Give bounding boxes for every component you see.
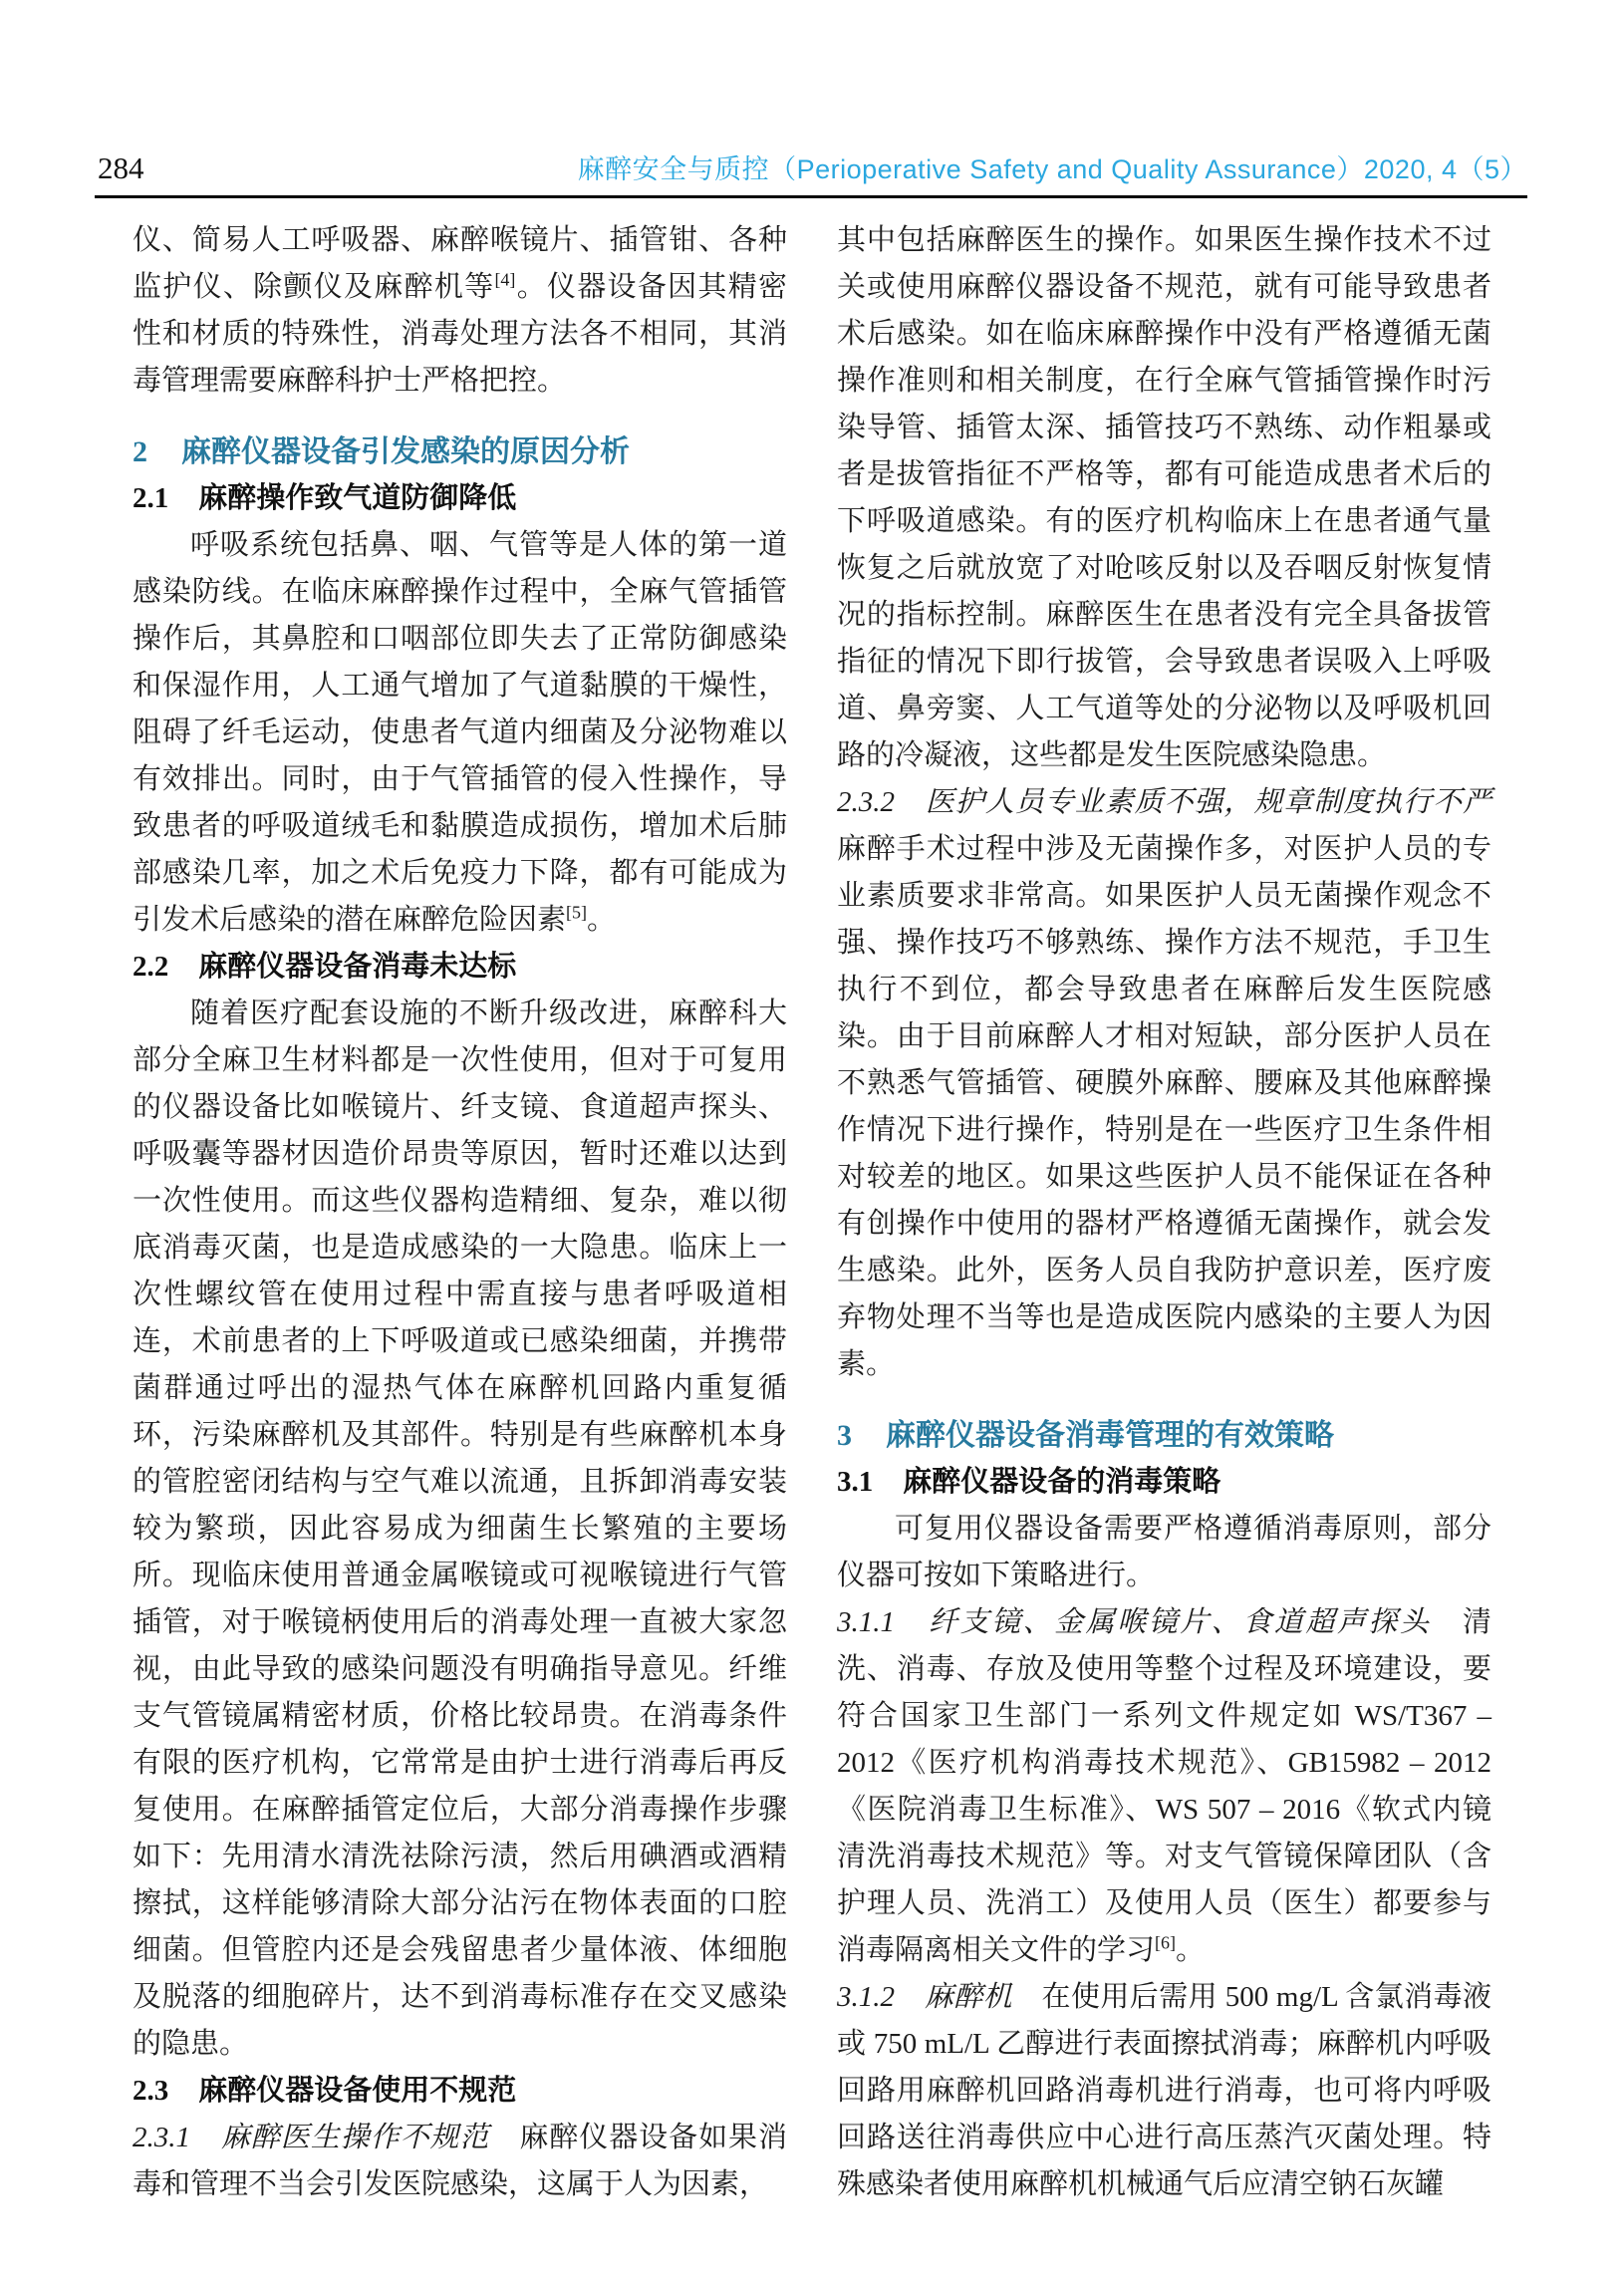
subsection-title: 麻醉仪器设备使用不规范	[198, 2075, 517, 2107]
paragraph-3-1-1	[837, 1599, 1491, 1974]
section-heading-2	[133, 428, 787, 475]
paragraph-2-2: 随着医疗配套设施的不断升级改进，麻醉科大部分全麻卫生材料都是一次性使用，但对于可复用的仪器设备比如喉镜片、纤支镜、食道超声探头、呼吸囊等器材因造价昂贵等原因，暂时还难以达到一次性使用。而这些仪器构造精细、复杂，难以彻底消毒灭菌，也是造成感染的一大隐患。临床上一次性螺纹管在使用过程中需直接与患者呼吸道相连，术前患者的上下呼吸道或已感染细菌，并携带菌群通过呼出的湿热气体在麻醉机回路内重复循环，污染麻醉机及其部件。特别是有些麻醉机本身的管腔密闭结构与空气难以流通，且拆卸消毒安装较为繁琐，因此容易成为细菌生长繁殖的主要场所。现临床使用普通金属喉镜或可视喉镜进行气管插管，对于喉镜柄使用后的消毒处理一直被大家忽视，由此导致的感染问题没有明确指导意见。纤维支气管镜属精密材质，价格比较昂贵。在消毒条件有限的医疗机构，它常常是由护士进行消毒后再反复使用。在麻醉插管定位后，大部分消毒操作步骤如下：先用清水清洗祛除污渍，然后用碘酒或酒精擦拭，这样能够清除大部分沾污在物体表面的口腔细菌。但管腔内还是会残留患者少量体液、体细胞及脱落的细胞碎片，达不到消毒标准存在交叉感染的隐患。	[133, 998, 787, 2060]
section-number: 3	[837, 1419, 852, 1452]
left-column	[133, 217, 787, 2208]
header-rule	[95, 195, 1527, 198]
run-in-heading-3-1-1: 3.1.1 纤支镜、金属喉镜片、食道超声探头	[837, 1606, 1432, 1638]
subsection-heading-2-2	[133, 944, 787, 991]
subsection-number: 2.2	[133, 951, 169, 983]
subsection-title: 麻醉仪器设备消毒未达标	[198, 951, 517, 983]
subsection-number: 3.1	[837, 1466, 874, 1498]
run-in-heading-2-3-2: 2.3.2 医护人员专业素质不强，规章制度执行不严	[837, 786, 1491, 818]
run-in-text: 麻醉仪器设备如果消毒和管理不当会引发医院感染，这属于人为因素，	[133, 2122, 787, 2200]
subsection-title: 麻醉仪器设备的消毒策略	[903, 1466, 1221, 1498]
subsection-heading-2-3	[133, 2068, 787, 2115]
section-title: 麻醉仪器设备消毒管理的有效策略	[886, 1419, 1334, 1452]
right-column	[837, 217, 1491, 2208]
subsection-number: 2.3	[133, 2075, 169, 2107]
subsection-title: 麻醉操作致气道防御降低	[198, 482, 517, 514]
run-in-text: 麻醉手术过程中涉及无菌操作多，对医护人员的专业素质要求非常高。如果医护人员无菌操作观念不强、操作技巧不够熟练、操作方法不规范，手卫生执行不到位，都会导致患者在麻醉后发生医院感染。由于目前麻醉人才相对短缺，部分医护人员在不熟悉气管插管、硬膜外麻醉、腰麻及其他麻醉操作情况下进行操作，特别是在一些医疗卫生条件相对较差的地区。如果这些医护人员不能保证在各种有创操作中使用的器材严格遵循无菌操作，就会发生感染。此外，医务人员自我防护意识差，医疗废弃物处理不当等也是造成医院内感染的主要人为因素。	[837, 833, 1491, 1380]
section-heading-3	[837, 1412, 1491, 1459]
paragraph-3-1-2	[837, 1974, 1491, 2208]
run-in-text: 清洗、消毒、存放及使用等整个过程及环境建设，要符合国家卫生部门一系列文件规定如 WS/T367 – 2012《医疗机构消毒技术规范》、GB15982 – 2012《医院消毒卫生标准》、WS 507 – 2016《软式内镜清洗消毒技术规范》等。对支气管镜保障团队（含护理人员、洗消工）及使用人员（医生）都要参与消毒隔离相关文件的学习[6]。	[837, 1606, 1491, 1966]
paragraph-2-3-1	[133, 2115, 787, 2208]
subsection-heading-2-1	[133, 475, 787, 522]
running-head	[98, 147, 1527, 186]
subsection-number: 2.1	[133, 482, 169, 514]
paragraph-continuation: 仪、简易人工呼吸器、麻醉喉镜片、插管钳、各种监护仪、除颤仪及麻醉机等[4]。仪器设备因其精密性和材质的特殊性，消毒处理方法各不相同，其消毒管理需要麻醉科护士严格把控。	[133, 224, 787, 397]
paragraph-3-1: 可复用仪器设备需要严格遵循消毒原则，部分仪器可按如下策略进行。	[837, 1513, 1491, 1591]
run-in-text: 在使用后需用 500 mg/L 含氯消毒液或 750 mL/L 乙醇进行表面擦拭消毒；麻醉机内呼吸回路用麻醉机回路消毒机进行消毒，也可将内呼吸回路送往消毒供应中心进行高压蒸汽灭菌处理。特殊感染者使用麻醉机机械通气后应清空钠石灰罐	[837, 1981, 1491, 2200]
run-in-heading-2-3-1: 2.3.1 麻醉医生操作不规范	[133, 2122, 490, 2153]
journal-title: 麻醉安全与质控（Perioperative Safety and Quality Assurance）2020, 4（5）	[577, 154, 1527, 184]
section-title: 麻醉仪器设备引发感染的原因分析	[181, 435, 630, 468]
paragraph-2-3-2	[837, 779, 1491, 1388]
paragraph-continuation: 其中包括麻醉医生的操作。如果医生操作技术不过关或使用麻醉仪器设备不规范，就有可能导致患者术后感染。如在临床麻醉操作中没有严格遵循无菌操作准则和相关制度，在行全麻气管插管操作时污染导管、插管太深、插管技巧不熟练、动作粗暴或者是拔管指征不严格等，都有可能造成患者术后的下呼吸道感染。有的医疗机构临床上在患者通气量恢复之后就放宽了对呛咳反射以及吞咽反射恢复情况的指标控制。麻醉医生在患者没有完全具备拔管指征的情况下即行拔管，会导致患者误吸入上呼吸道、鼻旁窦、人工气道等处的分泌物以及呼吸机回路的冷凝液，这些都是发生医院感染隐患。	[837, 224, 1491, 771]
page-number: 284	[98, 150, 144, 185]
subsection-heading-3-1	[837, 1459, 1491, 1506]
two-column-body	[133, 217, 1491, 2208]
paragraph-2-1: 呼吸系统包括鼻、咽、气管等是人体的第一道感染防线。在临床麻醉操作过程中，全麻气管插管操作后，其鼻腔和口咽部位即失去了正常防御感染和保湿作用，人工通气增加了气道黏膜的干燥性，阻碍了纤毛运动，使患者气道内细菌及分泌物难以有效排出。同时，由于气管插管的侵入性操作，导致患者的呼吸道绒毛和黏膜造成损伤，增加术后肺部感染几率，加之术后免疫力下降，都有可能成为引发术后感染的潜在麻醉危险因素[5]。	[133, 529, 787, 936]
run-in-heading-3-1-2: 3.1.2 麻醉机	[837, 1981, 1013, 2013]
section-number: 2	[133, 435, 147, 468]
